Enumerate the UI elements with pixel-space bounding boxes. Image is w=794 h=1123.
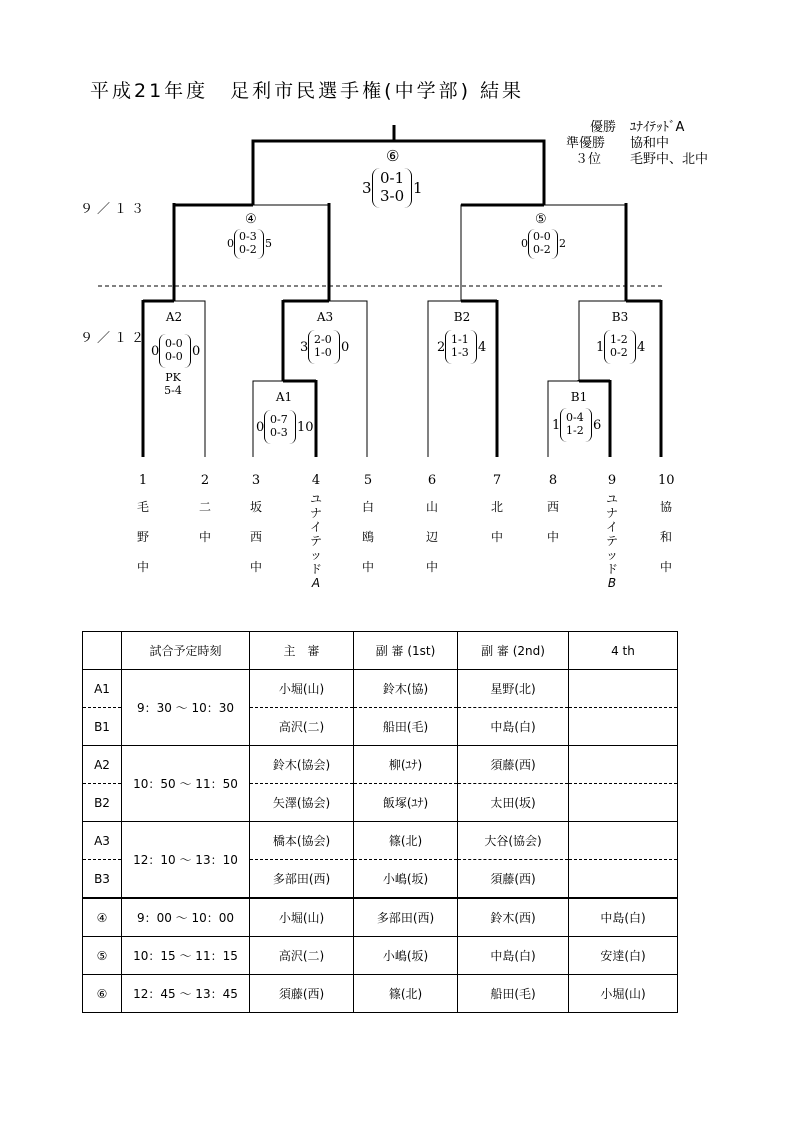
assistant1-cell: 柳(ﾕﾅ) bbox=[354, 746, 458, 784]
A2-pk-score: 5-4 bbox=[164, 384, 182, 397]
final-left-total: 3 bbox=[362, 179, 372, 197]
team-name-char: 和 bbox=[659, 530, 672, 544]
B2-right-total: 4 bbox=[478, 340, 487, 355]
main-referee-cell: 矢澤(協会) bbox=[250, 784, 354, 822]
time-cell: 10：15 ～ 11：15 bbox=[122, 937, 250, 975]
team-name-char: 毛 bbox=[136, 500, 149, 514]
team-name bbox=[658, 492, 674, 582]
B1-half2: 1-2 bbox=[566, 424, 584, 437]
team-number: 8 bbox=[548, 473, 558, 488]
assistant2-cell: 須藤(西) bbox=[458, 860, 569, 899]
header-cell bbox=[83, 632, 122, 670]
m4-score bbox=[227, 229, 277, 261]
header-cell: 主 審 bbox=[250, 632, 354, 670]
final-right-total: 1 bbox=[413, 179, 423, 197]
match-cell: ④ bbox=[83, 898, 122, 937]
team-number: 4 bbox=[311, 473, 321, 488]
table-row bbox=[83, 746, 678, 784]
team-name-char: B bbox=[607, 576, 617, 590]
team-name-char: 中 bbox=[198, 530, 211, 544]
A2-half2: 0-0 bbox=[165, 350, 183, 363]
page-title: 平成21年度 足利市民選手権(中学部) 結果 bbox=[90, 80, 525, 102]
third-value: 毛野中、北中 bbox=[630, 152, 709, 167]
A1-left-total: 0 bbox=[256, 420, 265, 435]
match-cell: B3 bbox=[83, 860, 122, 899]
team-name-char: ッ bbox=[605, 548, 618, 562]
main-referee-cell: 小堀(山) bbox=[250, 670, 354, 708]
B1-half1: 0-4 bbox=[566, 411, 584, 424]
B3-score bbox=[596, 330, 652, 366]
team-name-char: A bbox=[311, 576, 321, 590]
B2-label: B2 bbox=[453, 310, 471, 324]
team-name-char: 二 bbox=[198, 500, 211, 514]
m5-score bbox=[521, 229, 571, 261]
time-cell: 12：10 ～ 13：10 bbox=[122, 822, 250, 899]
fourth-official-cell bbox=[569, 822, 678, 860]
m5-half2: 0-2 bbox=[533, 243, 551, 256]
assistant1-cell: 多部田(西) bbox=[354, 898, 458, 937]
team-name-char: 鴎 bbox=[361, 530, 374, 544]
A3-left-total: 3 bbox=[300, 340, 309, 355]
main-referee-cell: 小堀(山) bbox=[250, 898, 354, 937]
assistant2-cell: 鈴木(西) bbox=[458, 898, 569, 937]
team-name-char: ッ bbox=[309, 548, 322, 562]
table-row bbox=[83, 937, 678, 975]
match-cell: ⑤ bbox=[83, 937, 122, 975]
third-label: ３位 bbox=[575, 152, 602, 167]
main-referee-cell: 鈴木(協会) bbox=[250, 746, 354, 784]
final-score bbox=[362, 168, 426, 210]
team-name-char: ド bbox=[605, 562, 618, 576]
team-number: 2 bbox=[200, 473, 210, 488]
team-name-char: 中 bbox=[361, 560, 374, 574]
m5-label: ⑤ bbox=[535, 212, 547, 227]
fourth-official-cell: 安達(白) bbox=[569, 937, 678, 975]
main-referee-cell: 橋本(協会) bbox=[250, 822, 354, 860]
team-name-char: ナ bbox=[605, 506, 618, 520]
team-name-char: 坂 bbox=[249, 500, 262, 514]
team-number: 1 bbox=[138, 473, 148, 488]
team-name-char: 北 bbox=[490, 500, 503, 514]
assistant2-cell: 船田(毛) bbox=[458, 975, 569, 1013]
B3-right-total: 4 bbox=[637, 340, 646, 355]
team-number: 7 bbox=[492, 473, 502, 488]
fourth-official-cell: 小堀(山) bbox=[569, 975, 678, 1013]
date-day1: ９／１２ bbox=[80, 331, 149, 346]
team-name-char: 辺 bbox=[425, 530, 438, 544]
team-name-char: イ bbox=[605, 520, 618, 534]
match-cell: ⑥ bbox=[83, 975, 122, 1013]
match-cell: A3 bbox=[83, 822, 122, 860]
team-number: 9 bbox=[607, 473, 617, 488]
assistant2-cell: 中島(白) bbox=[458, 937, 569, 975]
A3-half2: 1-0 bbox=[314, 346, 332, 359]
final-half1: 0-1 bbox=[380, 169, 405, 187]
A2-right-total: 0 bbox=[192, 344, 201, 359]
champion-label: 優勝 bbox=[590, 120, 617, 135]
fourth-official-cell bbox=[569, 670, 678, 708]
fourth-official-cell bbox=[569, 784, 678, 822]
B2-half2: 1-3 bbox=[451, 346, 469, 359]
team-name-char: 中 bbox=[425, 560, 438, 574]
assistant1-cell: 小嶋(坂) bbox=[354, 937, 458, 975]
header-cell: 副 審 (1st) bbox=[354, 632, 458, 670]
B3-half1: 1-2 bbox=[610, 333, 628, 346]
main-referee-cell: 高沢(二) bbox=[250, 708, 354, 746]
B3-label: B3 bbox=[611, 310, 629, 324]
assistant1-cell: 飯塚(ﾕﾅ) bbox=[354, 784, 458, 822]
assistant1-cell: 鈴木(協) bbox=[354, 670, 458, 708]
assistant1-cell: 船田(毛) bbox=[354, 708, 458, 746]
A2-label: A2 bbox=[165, 310, 183, 324]
team-name-char: 中 bbox=[136, 560, 149, 574]
fourth-official-cell: 中島(白) bbox=[569, 898, 678, 937]
B3-half2: 0-2 bbox=[610, 346, 628, 359]
date-day2: ９／１３ bbox=[80, 202, 149, 217]
B1-score bbox=[552, 408, 608, 444]
fourth-official-cell bbox=[569, 708, 678, 746]
match-cell: B2 bbox=[83, 784, 122, 822]
m4-label: ④ bbox=[245, 212, 257, 227]
A3-half1: 2-0 bbox=[314, 333, 332, 346]
A2-half1: 0-0 bbox=[165, 337, 183, 350]
referee-schedule-table bbox=[82, 631, 678, 1013]
team-name-char: 野 bbox=[136, 530, 149, 544]
assistant1-cell: 篠(北) bbox=[354, 975, 458, 1013]
team-name bbox=[424, 492, 440, 582]
m4-right-total: 5 bbox=[265, 237, 272, 250]
m4-left-total: 0 bbox=[227, 237, 234, 250]
m5-right-total: 2 bbox=[559, 237, 566, 250]
team-name-char: 山 bbox=[425, 500, 438, 514]
A3-label: A3 bbox=[316, 310, 334, 324]
B3-left-total: 1 bbox=[596, 340, 605, 355]
time-cell: 9：00 ～ 10：00 bbox=[122, 898, 250, 937]
final-half2: 3-0 bbox=[380, 187, 405, 205]
team-name-char: 西 bbox=[249, 530, 262, 544]
table-header-row bbox=[83, 632, 678, 670]
team-name-char: 中 bbox=[490, 530, 503, 544]
A1-half2: 0-3 bbox=[270, 426, 288, 439]
A1-score bbox=[256, 410, 316, 446]
B1-label: B1 bbox=[570, 390, 588, 404]
header-cell: 4 th bbox=[569, 632, 678, 670]
team-number: 5 bbox=[363, 473, 373, 488]
fourth-official-cell bbox=[569, 860, 678, 899]
A2-left-total: 0 bbox=[151, 344, 160, 359]
match-cell: A2 bbox=[83, 746, 122, 784]
main-referee-cell: 高沢(二) bbox=[250, 937, 354, 975]
time-cell: 9：30 ～ 10：30 bbox=[122, 670, 250, 746]
champion-value: ﾕﾅｲﾃｯﾄﾞA bbox=[630, 120, 685, 135]
A2-score bbox=[151, 334, 211, 370]
team-name-char: ユ bbox=[309, 492, 322, 506]
team-name-char: テ bbox=[309, 534, 322, 548]
match-cell: A1 bbox=[83, 670, 122, 708]
team-name bbox=[308, 492, 324, 590]
A1-right-total: 10 bbox=[297, 420, 314, 435]
B1-right-total: 6 bbox=[593, 418, 602, 433]
team-name bbox=[604, 492, 620, 590]
A1-label: A1 bbox=[275, 390, 293, 404]
team-name-char: 協 bbox=[659, 500, 672, 514]
B2-score bbox=[437, 330, 493, 366]
team-name-char: ド bbox=[309, 562, 322, 576]
main-referee-cell: 須藤(西) bbox=[250, 975, 354, 1013]
main-referee-cell: 多部田(西) bbox=[250, 860, 354, 899]
table-row bbox=[83, 898, 678, 937]
A3-right-total: 0 bbox=[341, 340, 350, 355]
team-name bbox=[489, 492, 505, 552]
runnerup-value: 協和中 bbox=[630, 136, 670, 151]
assistant1-cell: 小嶋(坂) bbox=[354, 860, 458, 899]
m4-half1: 0-3 bbox=[239, 230, 257, 243]
team-name-char: ナ bbox=[309, 506, 322, 520]
match-cell: B1 bbox=[83, 708, 122, 746]
assistant2-cell: 太田(坂) bbox=[458, 784, 569, 822]
assistant2-cell: 中島(白) bbox=[458, 708, 569, 746]
table-row bbox=[83, 670, 678, 708]
assistant2-cell: 星野(北) bbox=[458, 670, 569, 708]
team-number: 6 bbox=[427, 473, 437, 488]
team-name-char: イ bbox=[309, 520, 322, 534]
A3-score bbox=[300, 330, 356, 366]
table-row bbox=[83, 822, 678, 860]
table-row bbox=[83, 975, 678, 1013]
B1-left-total: 1 bbox=[552, 418, 561, 433]
time-cell: 12：45 ～ 13：45 bbox=[122, 975, 250, 1013]
team-name-char: 中 bbox=[546, 530, 559, 544]
B2-half1: 1-1 bbox=[451, 333, 469, 346]
header-cell: 試合予定時刻 bbox=[122, 632, 250, 670]
time-cell: 10：50 ～ 11：50 bbox=[122, 746, 250, 822]
m5-half1: 0-0 bbox=[533, 230, 551, 243]
team-name bbox=[135, 492, 151, 582]
header-cell: 副 審 (2nd) bbox=[458, 632, 569, 670]
team-name bbox=[197, 492, 213, 552]
A1-half1: 0-7 bbox=[270, 413, 288, 426]
B2-left-total: 2 bbox=[437, 340, 446, 355]
team-name bbox=[360, 492, 376, 582]
A2-pk-label: PK bbox=[165, 371, 181, 384]
team-number: 3 bbox=[251, 473, 261, 488]
team-name-char: 中 bbox=[659, 560, 672, 574]
runnerup-label: 準優勝 bbox=[566, 136, 606, 151]
team-name-char: 中 bbox=[249, 560, 262, 574]
team-name bbox=[248, 492, 264, 582]
team-number: 10 bbox=[658, 473, 675, 488]
final-label: ⑥ bbox=[386, 147, 400, 165]
team-name-char: 西 bbox=[546, 500, 559, 514]
fourth-official-cell bbox=[569, 746, 678, 784]
team-name bbox=[545, 492, 561, 552]
team-name-char: 白 bbox=[361, 500, 374, 514]
team-name-char: テ bbox=[605, 534, 618, 548]
m5-left-total: 0 bbox=[521, 237, 528, 250]
assistant2-cell: 須藤(西) bbox=[458, 746, 569, 784]
team-name-char: ユ bbox=[605, 492, 618, 506]
assistant2-cell: 大谷(協会) bbox=[458, 822, 569, 860]
assistant1-cell: 篠(北) bbox=[354, 822, 458, 860]
m4-half2: 0-2 bbox=[239, 243, 257, 256]
